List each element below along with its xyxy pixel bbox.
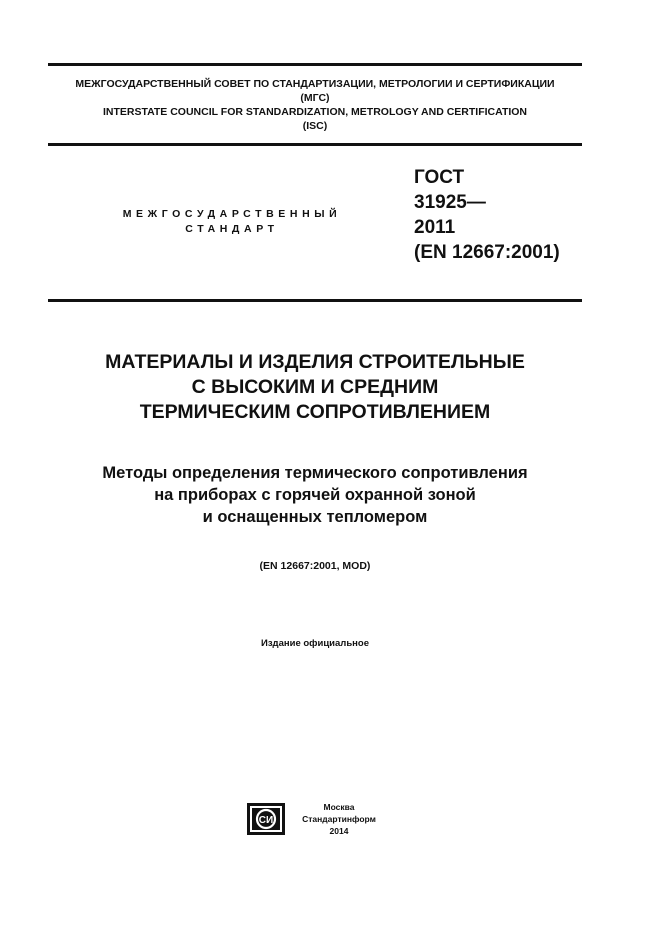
imprint-publisher: Стандартинформ [302,814,376,824]
gost-en-reference: (EN 12667:2001) [414,242,560,263]
top-divider [48,63,582,66]
publisher-imprint [292,801,386,837]
document-subtitle [40,462,590,528]
lower-divider [48,299,582,302]
document-title [40,350,590,425]
gost-year: 2011 [414,217,456,238]
standard-designation [414,165,560,265]
imprint-city: Москва [323,802,355,812]
subtitle-line3: и оснащенных тепломером [202,508,428,526]
title-line3: ТЕРМИЧЕСКИМ СОПРОТИВЛЕНИЕМ [139,401,491,423]
council-name-en: INTERSTATE COUNCIL FOR STANDARDIZATION, METROLOGY AND CERTIFICATION [102,106,528,118]
subtitle-line2: на приборах с горячей охранной зоной [154,486,476,504]
council-name-ru: МЕЖГОСУДАРСТВЕННЫЙ СОВЕТ ПО СТАНДАРТИЗАЦИИ, МЕТРОЛОГИИ И СЕРТИФИКАЦИИ [75,78,555,90]
standard-kind-line1: МЕЖГОСУДАРСТВЕННЫЙ [122,208,342,220]
middle-divider [48,143,582,146]
title-line1: МАТЕРИАЛЫ И ИЗДЕЛИЯ СТРОИТЕЛЬНЫЕ [105,351,525,373]
council-abbr-ru: (МГС) [300,92,330,104]
gost-prefix: ГОСТ [414,167,465,188]
standard-kind-line2: СТАНДАРТ [185,223,279,235]
subtitle-line1: Методы определения термического сопротивления [102,464,528,482]
council-header [48,77,582,133]
title-line2: С ВЫСОКИМ И СРЕДНИМ [191,376,439,398]
svg-text:СИ: СИ [258,815,274,826]
gost-number: 31925— [414,192,486,213]
edition-label: Издание официальное [261,638,369,649]
modification-reference: (EN 12667:2001, MOD) [259,560,371,572]
standard-kind [100,207,364,237]
publisher-logo-icon [247,803,285,835]
imprint-year: 2014 [329,826,349,836]
council-abbr-en: (ISC) [302,120,328,132]
